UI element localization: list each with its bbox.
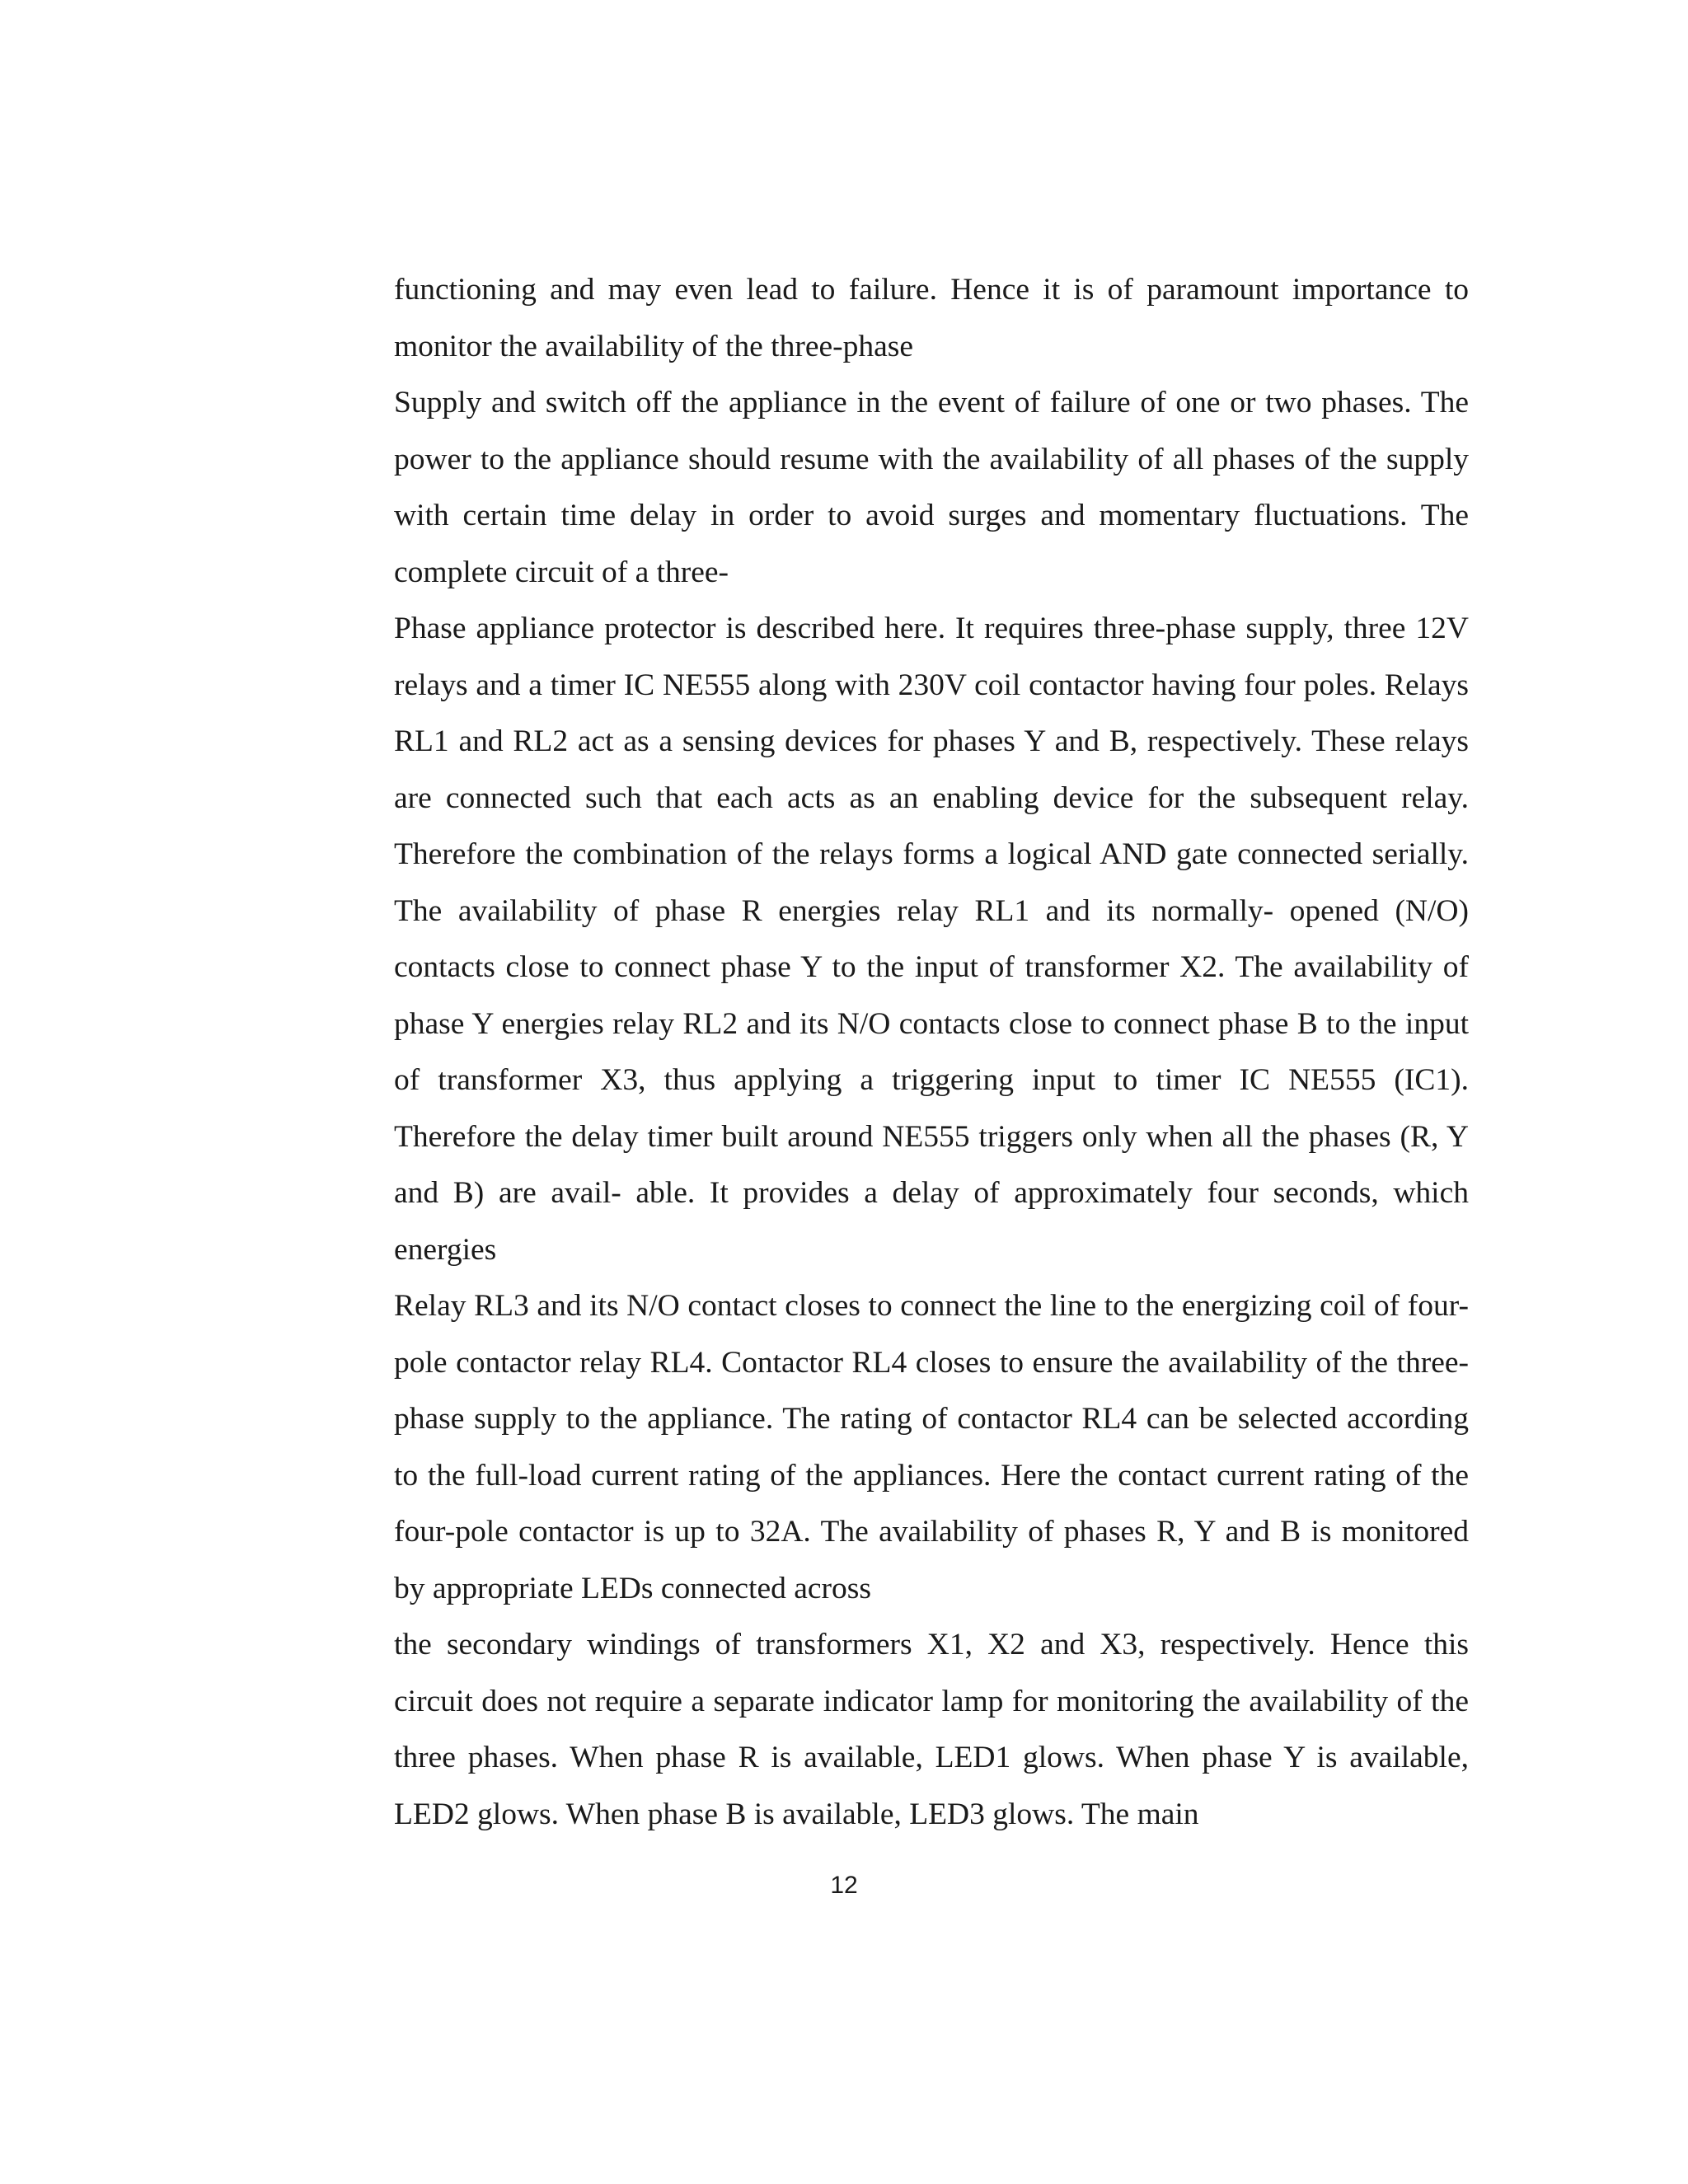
paragraph-2: Supply and switch off the appliance in the event of failure of one or two phases. The power to the appliance should resume with the availability of all phases of the supply with certain time delay in order to avoid surges and momentary fluctuations. The complete circuit of a three- bbox=[394, 386, 1469, 589]
paragraph-4: Relay RL3 and its N/O contact closes to connect the line to the energizing coil of four-pole contactor relay RL4. Contactor RL4 closes to ensure the availability of the three-phase supply to the appliance. The rating of contactor RL4 can be selected according to the full-load current rating of the appliances. Here the contact current rating of the four-pole contactor is up to 32A. The availability of phases R, Y and B is monitored by appropriate LEDs connected across bbox=[394, 1289, 1469, 1605]
body-text bbox=[394, 262, 1469, 1843]
paragraph-3: Phase appliance protector is described here. It requires three-phase supply, three 12V relays and a timer IC NE555 along with 230V coil contactor having four poles. Relays RL1 and RL2 act as a sensing devices for phases Y and B, respectively. These relays are connected such that each acts as an enabling device for the subsequent relay. Therefore the combination of the relays forms a logical AND gate connected serially. The availability of phase R energies relay RL1 and its normally- opened (N/O) contacts close to connect phase Y to the input of transformer X2. The availability of phase Y energies relay RL2 and its N/O contacts close to connect phase B to the input of transformer X3, thus applying a triggering input to timer IC NE555 (IC1). Therefore the delay timer built around NE555 triggers only when all the phases (R, Y and B) are avail- able. It provides a delay of approximately four seconds, which energies bbox=[394, 612, 1469, 1267]
paragraph-1: functioning and may even lead to failure. Hence it is of paramount importance to monitor the availability of the three-phase bbox=[394, 273, 1469, 363]
page-number: 12 bbox=[830, 1872, 858, 1899]
paragraph-5: the secondary windings of transformers X1, X2 and X3, respectively. Hence this circuit does not require a separate indicator lamp for monitoring the availability of the three phases. When phase R is available, LED1 glows. When phase Y is available, LED2 glows. When phase B is available, LED3 glows. The main bbox=[394, 1628, 1469, 1831]
